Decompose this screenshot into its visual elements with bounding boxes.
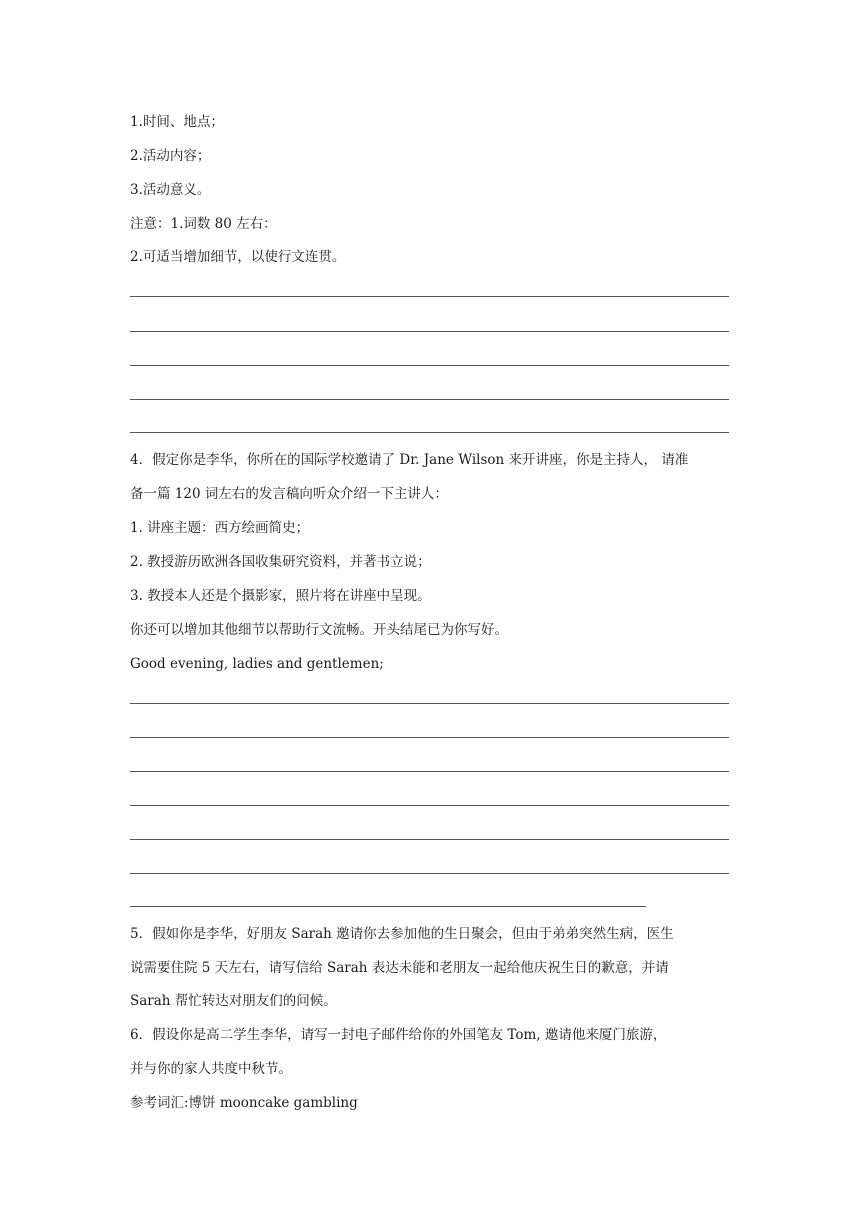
writing-line — [130, 365, 729, 366]
q4-point-2: 2. 教授游历欧洲各国收集研究资料，并著书立说； — [130, 554, 431, 570]
q6-line-1: 6．假设你是高二学生李华，请写一封电子邮件给你的外国笔友 Tom, 邀请他来厦门旅游， — [130, 1027, 667, 1043]
q5-line-1: 5．假如你是李华，好朋友 Sarah 邀请你去参加他的生日聚会，但由于弟弟突然生病，医生 — [130, 926, 674, 942]
writing-line — [130, 296, 729, 297]
writing-line — [130, 839, 729, 840]
q5-line-2: 说需要住院 5 天左右，请写信给 Sarah 表达未能和老朋友一起给他庆祝生日的歉意，并请 — [130, 960, 669, 976]
writing-line — [130, 737, 729, 738]
writing-line — [130, 432, 729, 433]
writing-line — [130, 771, 729, 772]
q4-opening: Good evening, ladies and gentlemen; — [130, 656, 384, 672]
q4-line-1: 4．假定你是李华，你所在的国际学校邀请了 Dr. Jane Wilson 来开讲座，你是主持人， 请准 — [130, 452, 689, 468]
writing-line — [130, 703, 729, 704]
writing-line — [130, 906, 646, 907]
section-a-item-2: 2.活动内容； — [130, 148, 211, 164]
q4-line-2: 备一篇 120 词左右的发言稿向听众介绍一下主讲人： — [130, 486, 448, 502]
q5-line-3: Sarah 帮忙转达对朋友们的问候。 — [130, 993, 337, 1009]
q4-extra: 你还可以增加其他细节以帮助行文流畅。开头结尾已为你写好。 — [130, 622, 508, 638]
q6-vocab: 参考词汇:博饼 mooncake gambling — [130, 1095, 358, 1111]
section-a-item-3: 3.活动意义。 — [130, 182, 211, 198]
writing-line — [130, 331, 729, 332]
section-a-note-2: 2.可适当增加细节，以使行文连贯。 — [130, 249, 346, 265]
writing-line — [130, 873, 729, 874]
section-a-note-1: 注意：1.词数 80 左右： — [130, 216, 277, 232]
writing-line — [130, 805, 729, 806]
q6-line-2: 并与你的家人共度中秋节。 — [130, 1061, 292, 1077]
q4-point-1: 1. 讲座主题：西方绘画简史； — [130, 520, 310, 536]
section-a-item-1: 1.时间、地点； — [130, 114, 224, 130]
q4-point-3: 3. 教授本人还是个摄影家，照片将在讲座中呈现。 — [130, 588, 431, 604]
writing-line — [130, 399, 729, 400]
